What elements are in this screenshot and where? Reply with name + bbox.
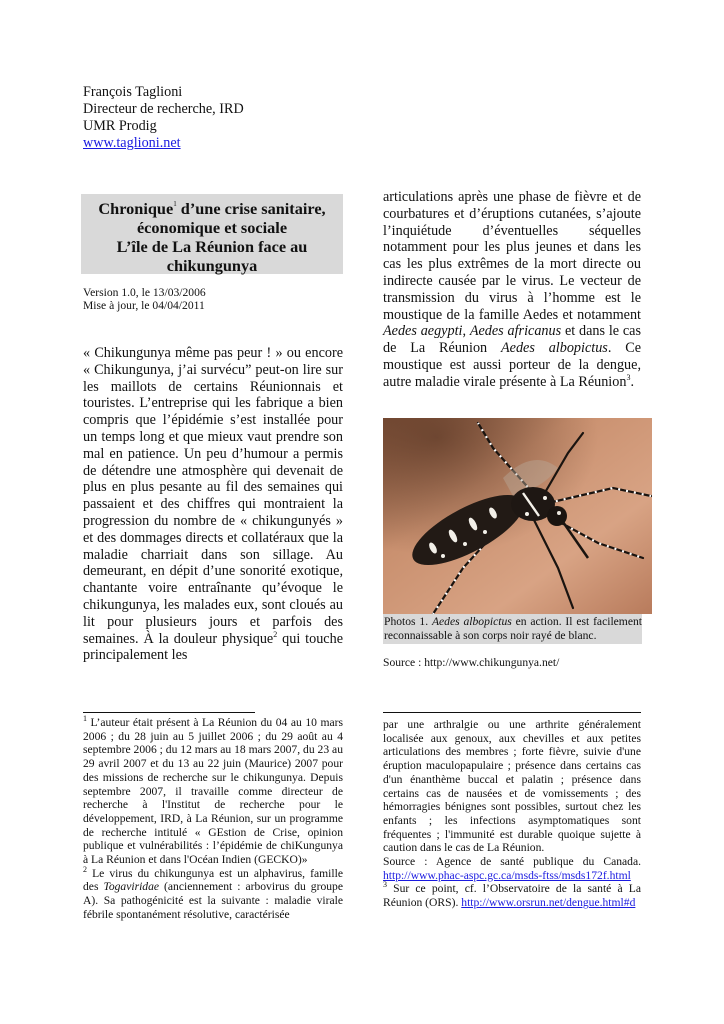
ors-link[interactable]: http://www.orsrun.net/dengue.html#d bbox=[461, 896, 636, 910]
species-name: Aedes aegypti bbox=[383, 323, 463, 340]
footnote-2: $^2$ Le virus du chikungunya est un alphavirus, famille des Togaviridae (anciennement : arbovirus du groupe A). Sa pathogénicité est la suivante : maladie virale fébrile spontanément résolutive, caractérisée bbox=[83, 864, 343, 921]
footnotes-right bbox=[383, 718, 641, 910]
author-block bbox=[83, 84, 244, 152]
species-name: Aedes albopictus bbox=[500, 340, 608, 357]
footnote-2-source: Source : Agence de santé publique du Canada. http://www.phac-aspc.gc.ca/msds-ftss/msds172f.html bbox=[383, 855, 641, 882]
body-left-column: « Chikungunya même pas peur ! » ou encore « Chikungunya, j’ai survécu” peut-on lire sur les maillots de certains Réunionnais et touristes. L’entreprise qui les fabrique a bien compris que l’épidémie s’est installée pour un temps long et que mieux vaut prendre son mal en patience. Un peu d’humour a permis de détendre une atmosphère qui devenait de plus en plus pesante au fil des semaines qui passaient et des chiffres qui montraient la progression du nombre de « chikungunyés » et des dommages directs et collatéraux que la maladie charriait dans son sillage. Au demeurant, en dépit d’une sonorité exotique, chantante voire entraînante qu’évoque le chikungunya, les malades eux, sont cloués au lit pour plusieurs jours et parfois des semaines. À la douleur physique$^2$ qui touche principalement les bbox=[83, 345, 343, 664]
title-box bbox=[81, 194, 343, 274]
footnote-ref-2: 2 bbox=[273, 629, 278, 639]
footnote-ref-1: 1 bbox=[173, 200, 177, 208]
title-line-2: économique et sociale bbox=[136, 218, 288, 237]
photo-caption: Photos 1. Aedes albopictus en action. Il est facilement reconnaissable à son corps noir rayé de blanc. bbox=[383, 614, 642, 644]
update-line: Mise à jour, le 04/04/2011 bbox=[83, 299, 205, 312]
footnote-ref-3: 3 bbox=[626, 372, 631, 382]
footnotes-left bbox=[83, 716, 343, 922]
author-website-link[interactable]: www.taglioni.net bbox=[83, 135, 181, 151]
version-info bbox=[83, 286, 206, 312]
mosquito-photo bbox=[383, 418, 652, 614]
species-name: Aedes africanus bbox=[469, 323, 562, 340]
title-line-3: L’île de La Réunion face au bbox=[116, 237, 308, 256]
version-line: Version 1.0, le 13/03/2006 bbox=[83, 286, 206, 299]
title-line-4: chikungunya bbox=[166, 256, 258, 275]
body-right-column: articulations après une phase de fièvre et de courbatures et d’éruptions cutanées, s’ajoute l’inquiétude d’éventuelles séquelles notamment pour les plus jeunes et dans les cas les plus extrêmes de la mort directe ou indirecte causée par le virus. Le vecteur de transmission du virus à l’homme est le moustique de la famille Aedes et notamment Aedes aegypti, Aedes africanus et dans le cas de La Réunion Aedes albopictus. Ce moustique est aussi porteur de la dengue, autre maladie virale présente à La Réunion$^3$. bbox=[383, 189, 641, 390]
footnote-divider bbox=[83, 712, 255, 713]
author-unit: UMR Prodig bbox=[83, 118, 157, 134]
author-name: François Taglioni bbox=[83, 84, 183, 100]
footnote-divider bbox=[383, 712, 641, 713]
photo-source: Source : http://www.chikungunya.net/ bbox=[383, 656, 560, 669]
footnote-1: $^1$ L’auteur était présent à La Réunion du 04 au 10 mars 2006 ; du 28 juin au 5 juillet 2006 ; du 29 août au 4 septembre 2006 ; du 12 mars au 18 mars 2007, du 23 au 29 avril 2007 et du 13 au 22 juin (Maurice) 2007 pour des missions de recherche sur le chikungunya. Depuis septembre 2007, il travaille comme directeur de recherche à l'Institut de recherche pour le développement, IRD, à La Réunion, sur un programme de recherche intitulé « GEstion de Crise, opinion publique et vulnérabilités : l’épidémie de chiKungunya à La Réunion et dans l'Océan Indien (GECKO)» bbox=[83, 714, 343, 867]
author-role: Directeur de recherche, IRD bbox=[83, 101, 244, 117]
phac-link[interactable]: http://www.phac-aspc.gc.ca/msds-ftss/msds172f.html bbox=[383, 868, 631, 882]
body-paragraph: « Chikungunya même pas peur ! » ou encore « Chikungunya, j’ai survécu” peut-on lire sur les maillots de certains Réunionnais et touristes. L’entreprise qui les fabrique a bien compris que l’épidémie s’est installée pour un temps long et que mieux vaut prendre son mal en patience. Un peu d’humour a permis de détendre une atmosphère qui devenait de plus en plus pesante au fil des semaines qui passaient et des chiffres qui montraient la progression du nombre de « chikungunyés » et des dommages directs et collatéraux que la maladie charriait dans son sillage. Au demeurant, en dépit d’une sonorité exotique, chantante voire entraînante qu’évoque le chikungunya, les malades eux, sont cloués au lit pour plusieurs jours et parfois des semaines. À la douleur physique bbox=[83, 345, 343, 647]
footnote-2-continued: par une arthralgie ou une arthrite généralement localisée aux genoux, aux chevilles et aux petites articulations des membres ; forte fièvre, suivie d'une éruption maculopapulaire ; présence dans certains cas d'un énanthème buccal et palatin ; présence dans certains cas de nausées et de vomissements ; des hémorragies bénignes sont possibles, surtout chez les enfants ; les infections asymptomatiques sont fréquentes ; l'immunité est durable quoique sujette à caution dans le cas de La Réunion. bbox=[383, 718, 641, 855]
caption-species: Aedes albopictus bbox=[431, 615, 512, 628]
footnote-3: $^3$ Sur ce point, cf. l’Observatoire de la santé à La Réunion (ORS). http://www.orsrun.net/dengue.html#d bbox=[383, 880, 641, 910]
title-line-1: Chronique$^1$ d’une crise sanitaire, bbox=[98, 199, 326, 218]
